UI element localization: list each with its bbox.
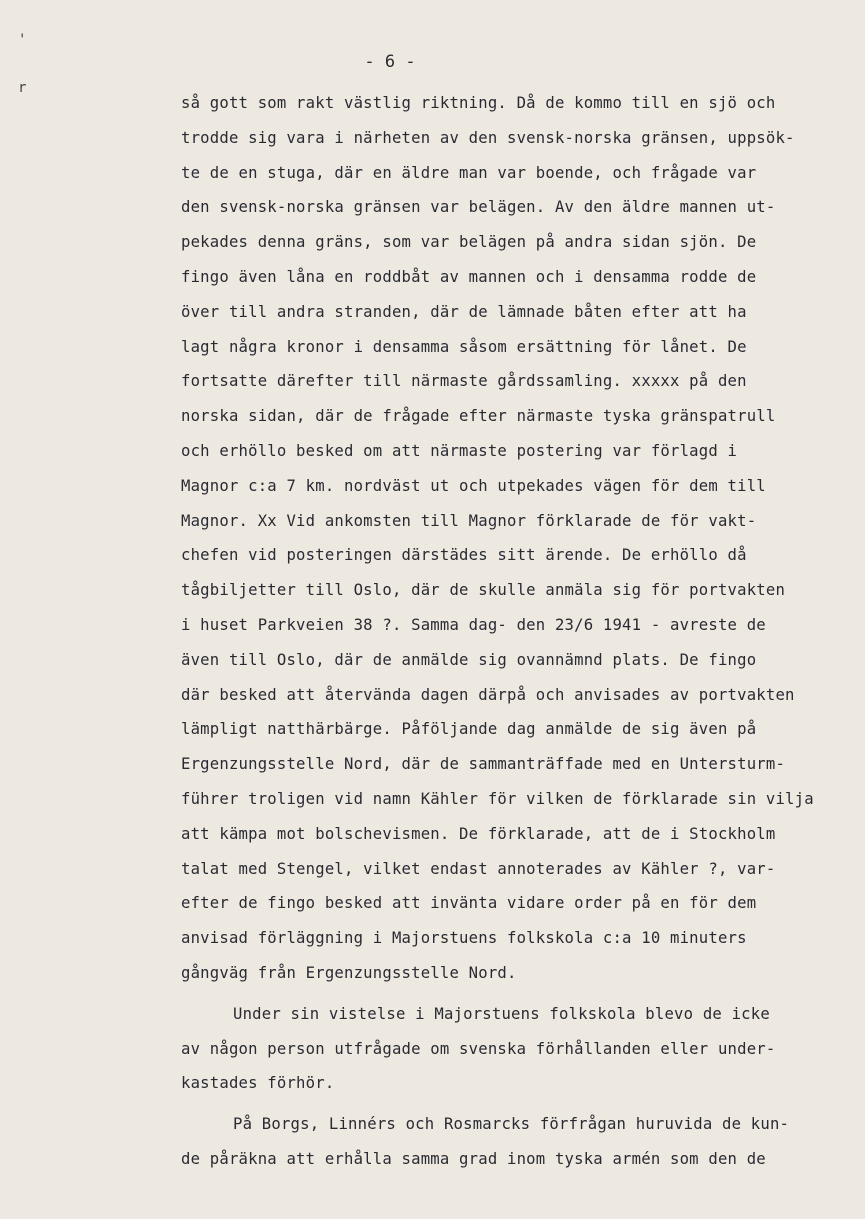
text-line: Magnor. Xx Vid ankomsten till Magnor förklarade de för vakt- — [181, 511, 757, 530]
text-line: där besked att återvända dagen därpå och anvisades av portvakten — [181, 685, 795, 704]
text-line: kastades förhör. — [181, 1074, 335, 1093]
text-line: så gott som rakt västlig riktning. Då de kommo till en sjö och — [181, 94, 776, 112]
margin-tick-mark: ' — [18, 32, 27, 48]
text-line: Under sin vistelse i Majorstuens folkskola blevo de icke — [233, 1004, 770, 1023]
text-line: chefen vid posteringen därstädes sitt ärende. De erhöllo då — [181, 546, 747, 565]
text-line: gångväg från Ergenzungsstelle Nord. — [181, 963, 517, 982]
text-line: att kämpa mot bolschevismen. De förklarade, att de i Stockholm — [181, 824, 776, 843]
text-line: te de en stuga, där en äldre man var boende, och frågade var — [181, 163, 757, 182]
text-line: lagt några kronor i densamma såsom ersättning för lånet. De — [181, 337, 747, 356]
text-line: tågbiljetter till Oslo, där de skulle anmäla sig för portvakten — [181, 581, 786, 600]
text-line: führer troligen vid namn Kähler för vilken de förklarade sin vilja — [181, 789, 814, 808]
text-line: över till andra stranden, där de lämnade båten efter att ha — [181, 302, 747, 321]
text-line: de påräkna att erhålla samma grad inom tyska armén som den de — [181, 1149, 766, 1168]
document-body — [181, 86, 851, 1177]
margin-tick-mark: r — [18, 80, 27, 96]
paragraph — [181, 1107, 851, 1177]
text-line: lämpligt natthärbärge. Påföljande dag anmälde de sig även på — [181, 720, 757, 739]
text-line: Magnor c:a 7 km. nordväst ut och utpekades vägen för dem till — [181, 476, 766, 495]
text-line: anvisad förläggning i Majorstuens folkskola c:a 10 minuters — [181, 929, 747, 948]
text-line: pekades denna gräns, som var belägen på andra sidan sjön. De — [181, 233, 757, 252]
text-line: och erhöllo besked om att närmaste postering var förlagd i — [181, 441, 738, 460]
paragraph — [181, 86, 851, 991]
text-line: den svensk-norska gränsen var belägen. Av den äldre mannen ut- — [181, 198, 776, 217]
page-number: - 6 - — [364, 52, 416, 72]
text-line: av någon person utfrågade om svenska förhållanden eller under- — [181, 1039, 776, 1058]
text-line: talat med Stengel, vilket endast annoterades av Kähler ?, var- — [181, 859, 776, 878]
text-line: fingo även låna en roddbåt av mannen och i densamma rodde de — [181, 267, 757, 286]
paragraph — [181, 997, 851, 1101]
text-line: i huset Parkveien 38 ?. Samma dag- den 23/6 1941 - avreste de — [181, 615, 766, 634]
text-line: efter de fingo besked att invänta vidare order på en för dem — [181, 894, 757, 913]
text-line: På Borgs, Linnérs och Rosmarcks förfrågan huruvida de kun- — [233, 1115, 790, 1134]
text-line: Ergenzungsstelle Nord, där de sammanträffade med en Untersturm- — [181, 755, 786, 774]
text-line: fortsatte därefter till närmaste gårdssamling. xxxxx på den — [181, 372, 747, 391]
text-line: trodde sig vara i närheten av den svensk-norska gränsen, uppsök- — [181, 128, 795, 147]
text-line: norska sidan, där de frågade efter närmaste tyska gränspatrull — [181, 407, 776, 426]
text-line: även till Oslo, där de anmälde sig ovannämnd plats. De fingo — [181, 650, 757, 669]
